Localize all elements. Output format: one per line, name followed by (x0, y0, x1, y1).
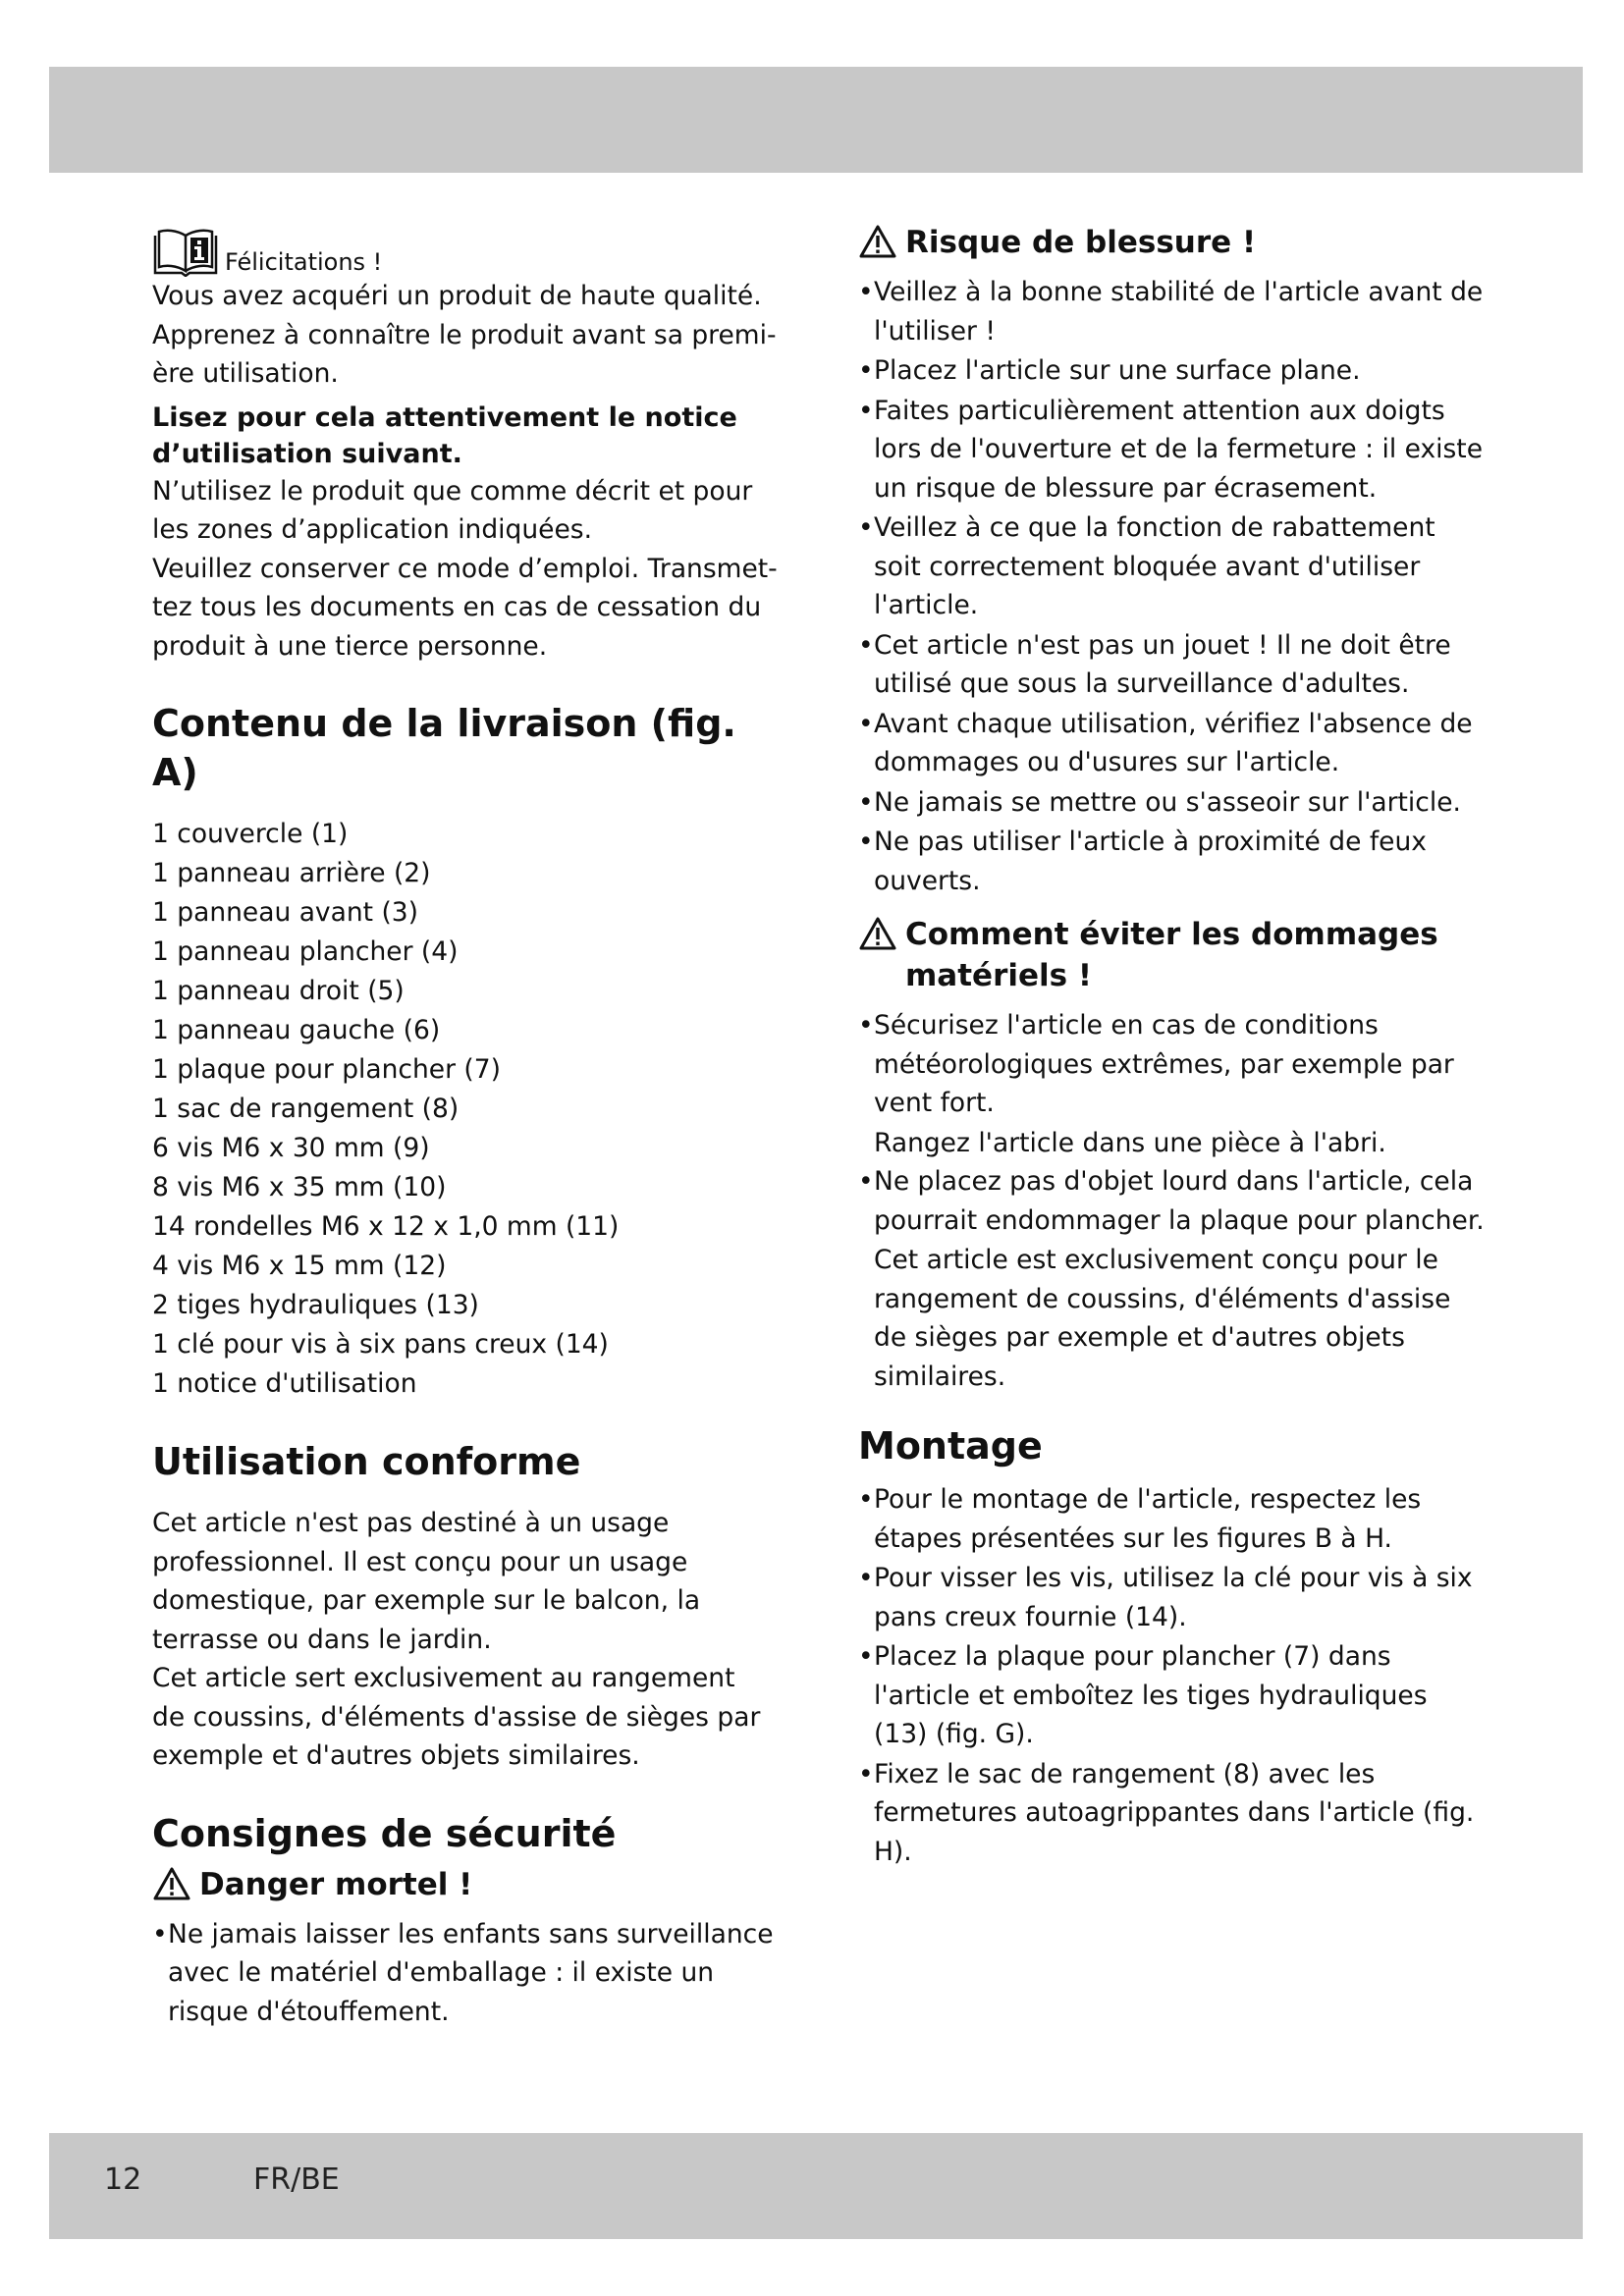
intro-line-2: Apprenez à connaître le produit avant sa premi- (152, 319, 777, 350)
list-item: • Ne jamais se mettre ou s'asseoir sur l'article. (858, 786, 1461, 818)
info-book-icon (152, 228, 219, 277)
usage-title: Utilisation conforme (152, 1440, 581, 1483)
list-item: 1 panneau plancher (4) (152, 936, 459, 967)
list-item: • Placez la plaque pour plancher (7) dans l'article et emboîtez les tiges hydrauliques (13) (fig. G). (858, 1641, 1428, 1749)
material-list (858, 1006, 1487, 1123)
list-item: • Pour visser les vis, utilisez la clé pour vis à six pans creux fournie (14). (858, 1563, 1473, 1632)
list-item: 1 notice d'utilisation (152, 1368, 417, 1399)
safety-title: Consignes de sécurité (152, 1811, 617, 1855)
list-item: 8 vis M6 x 35 mm (10) (152, 1172, 447, 1202)
list-item: • Cet article n'est pas un jouet ! Il ne doit être utilisé que sous la surveillance d'adultes. (858, 629, 1451, 699)
usage-line: de coussins, d'éléments d'assise de sièges par (152, 1701, 761, 1733)
intro-after-3: Veuillez conserver ce mode d’emploi. Transmet- (152, 553, 778, 584)
list-item: 6 vis M6 x 30 mm (9) (152, 1133, 430, 1163)
read-notice-line-1: Lisez pour cela attentivement le notice (152, 401, 737, 433)
contents-title: Contenu de la livraison (fig. A) (152, 702, 736, 794)
list-item: • Ne placez pas d'objet lourd dans l'article, cela pourrait endommager la plaque pour plancher. (858, 1166, 1485, 1236)
intro-line-3: ère utilisation. (152, 358, 339, 389)
list-item: • Veillez à la bonne stabilité de l'article avant de l'utiliser ! (858, 277, 1484, 347)
page-number: 12 (104, 2163, 142, 2197)
danger-heading (152, 1864, 781, 1905)
list-item: • Placez l'article sur une surface plane. (858, 355, 1361, 386)
list-item: • Ne pas utiliser l'article à proximité de feux ouverts. (858, 827, 1427, 896)
material-title: Comment éviter les dommages matériels ! (905, 917, 1438, 993)
list-item: 1 panneau gauche (6) (152, 1015, 441, 1045)
danger-title: Danger mortel ! (199, 1866, 473, 1902)
list-item: 1 sac de rangement (8) (152, 1094, 460, 1124)
intro-after-4: tez tous les documents en cas de cessation du (152, 592, 762, 622)
material-heading (858, 914, 1487, 996)
injury-heading (858, 222, 1487, 263)
list-item: • Avant chaque utilisation, vérifiez l'absence de dommages ou d'usures sur l'article. (858, 708, 1473, 777)
right-column (858, 222, 1487, 1872)
assembly-title: Montage (858, 1424, 1043, 1468)
congrats-label: Félicitations ! (225, 248, 383, 276)
assembly-list (858, 1480, 1487, 1871)
usage-line: terrasse ou dans le jardin. (152, 1624, 492, 1655)
intro-after-2: les zones d’application indiquées. (152, 514, 592, 545)
usage-line: Cet article n'est pas destiné à un usage (152, 1508, 670, 1538)
list-item: 1 plaque pour plancher (7) (152, 1054, 501, 1085)
list-item: • Pour le montage de l'article, respectez les étapes présentées sur les figures B à H. (858, 1484, 1422, 1554)
usage-line: domestique, par exemple sur le balcon, la (152, 1585, 701, 1616)
injury-title: Risque de blessure ! (905, 225, 1257, 260)
list-item: • Ne jamais laisser les enfants sans surveillance avec le matériel d'emballage : il existe un risque d'étouffement. (152, 1918, 774, 2027)
warning-triangle-icon (152, 1866, 191, 1901)
usage-line: professionnel. Il est conçu pour un usage (152, 1546, 688, 1577)
contents-list (152, 815, 781, 1404)
intro-heading (152, 218, 781, 277)
left-column (152, 218, 781, 2032)
intro-after-5: produit à une tierce personne. (152, 630, 548, 662)
list-item: • Sécurisez l'article en cas de conditions météorologiques extrêmes, par exemple par vent fort. (858, 1010, 1454, 1118)
material-note-2: Cet article est exclusivement conçu pour le rangement de coussins, d'éléments d'assise de sièges par exemple et d'autres objets similaires. (874, 1245, 1451, 1392)
usage-line: exemple et d'autres objets similaires. (152, 1740, 640, 1771)
list-item: • Fixez le sac de rangement (8) avec les fermetures autoagrippantes dans l'article (fig. H). (858, 1758, 1475, 1867)
warning-triangle-icon (858, 916, 897, 951)
list-item: • Veillez à ce que la fonction de rabattement soit correctement bloquée avant d'utiliser l'article. (858, 512, 1435, 620)
read-notice-line-2: d’utilisation suivant. (152, 438, 462, 469)
intro-line-1: Vous avez acquéri un produit de haute qualité. (152, 281, 762, 311)
intro-after-1: N’utilisez le produit que comme décrit et pour (152, 475, 753, 507)
warning-triangle-icon (858, 224, 897, 259)
header-band (49, 67, 1583, 173)
material-note-1: Rangez l'article dans une pièce à l'abri. (874, 1127, 1386, 1158)
danger-list (152, 1915, 781, 2032)
read-notice-note (152, 400, 781, 472)
list-item: 1 couvercle (1) (152, 819, 349, 849)
injury-list (858, 273, 1487, 900)
language-code: FR/BE (253, 2163, 340, 2197)
list-item: • Faites particulièrement attention aux doigts lors de l'ouverture et de la fermeture : il existe un risque de blessure par écrasement. (858, 395, 1483, 504)
usage-line: Cet article sert exclusivement au rangement (152, 1663, 735, 1693)
list-item: 1 panneau avant (3) (152, 897, 419, 928)
material-list-2 (858, 1162, 1487, 1240)
list-item: 4 vis M6 x 15 mm (12) (152, 1251, 447, 1281)
list-item: 1 clé pour vis à six pans creux (14) (152, 1329, 609, 1360)
list-item: 14 rondelles M6 x 12 x 1,0 mm (11) (152, 1211, 620, 1242)
list-item: 2 tiges hydrauliques (13) (152, 1290, 479, 1320)
list-item: 1 panneau arrière (2) (152, 858, 431, 888)
list-item: 1 panneau droit (5) (152, 976, 405, 1006)
